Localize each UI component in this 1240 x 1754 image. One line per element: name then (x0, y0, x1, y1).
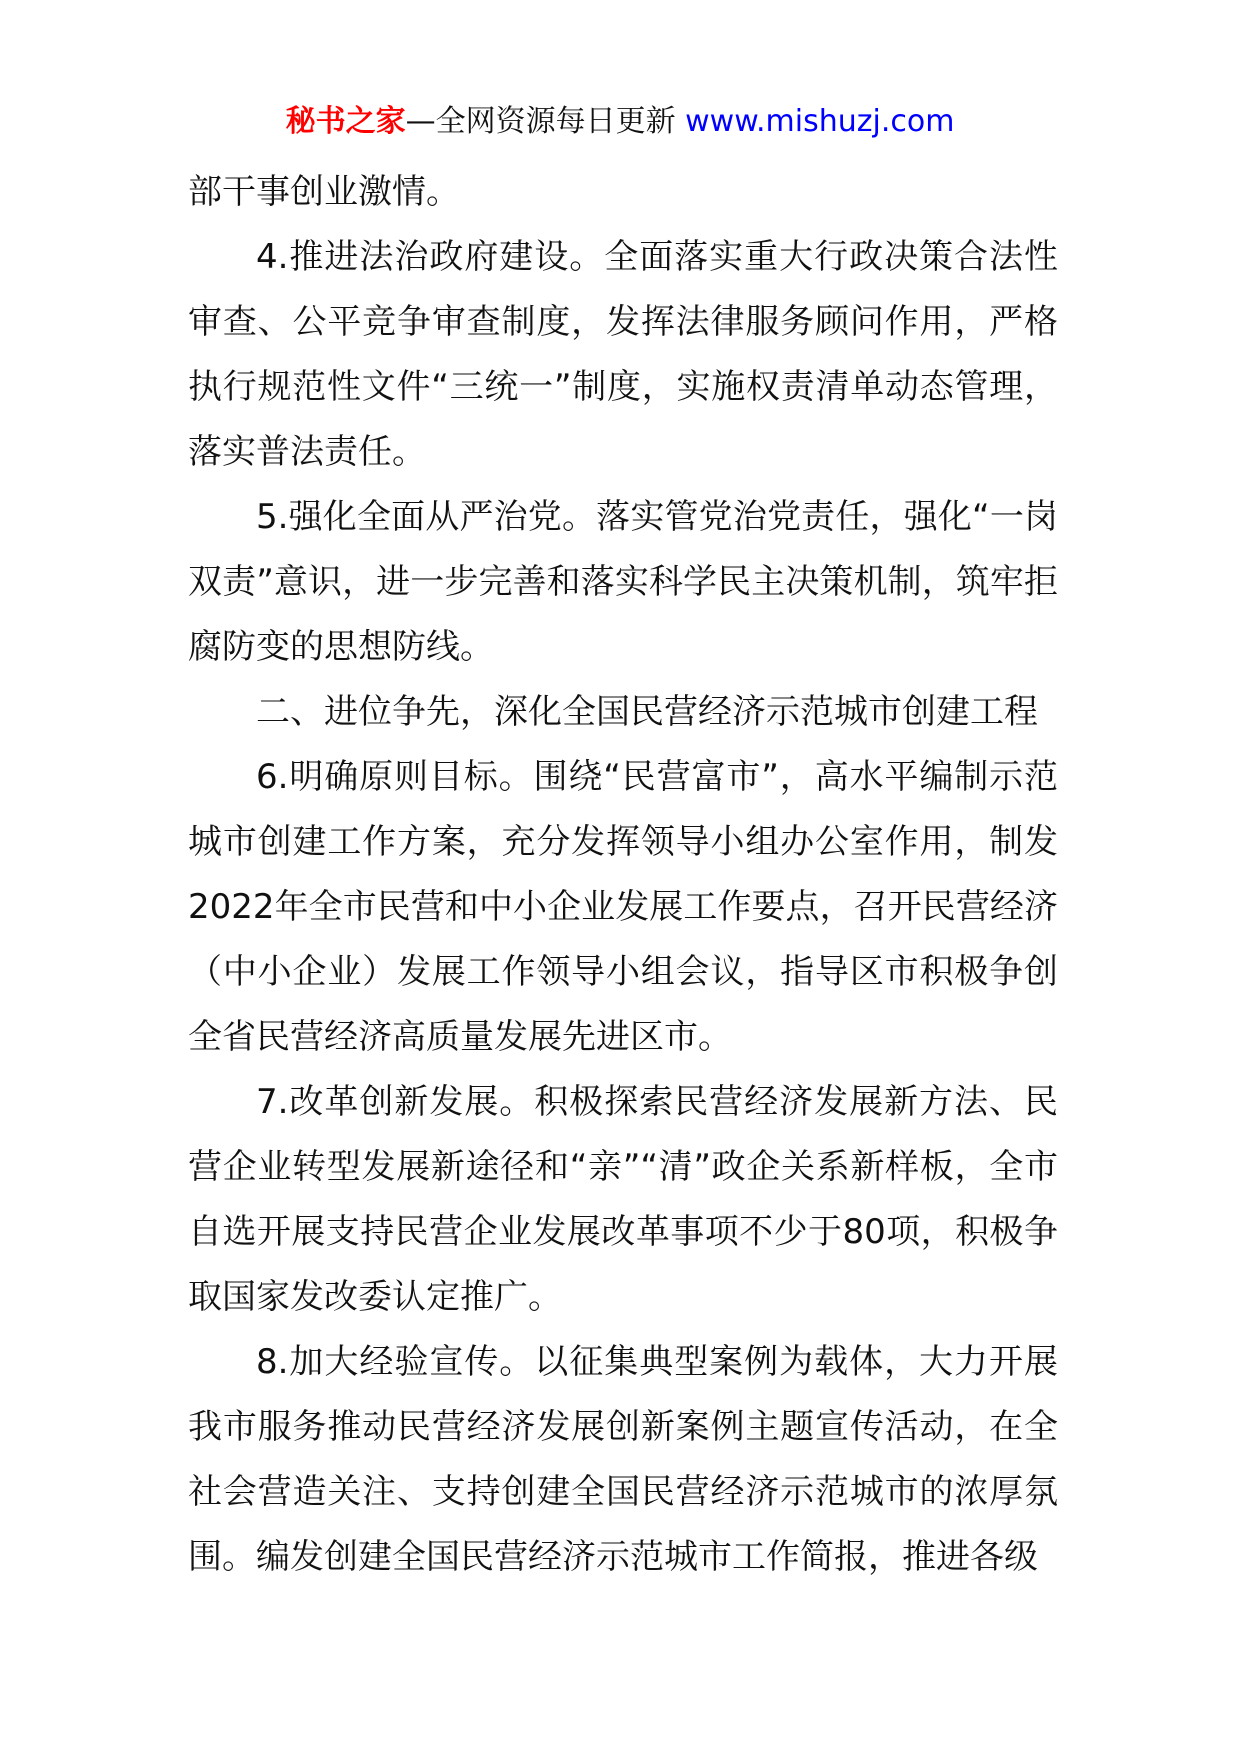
document-body (188, 160, 1058, 1590)
header-tagline: —全网资源每日更新 (405, 104, 676, 139)
paragraph-item-8: 8.加大经验宣传。以征集典型案例为载体，大力开展我市服务推动民营经济发展创新案例主题宣传活动，在全社会营造关注、支持创建全国民营经济示范城市的浓厚氛围。编发创建全国民营经济示范城市工作简报，推进各级 (188, 1342, 1058, 1577)
paragraph-item-4: 4.推进法治政府建设。全面落实重大行政决策合法性审查、公平竞争审查制度，发挥法律服务顾问作用，严格执行规范性文件“三统一”制度，实施权责清单动态管理，落实普法责任。 (188, 237, 1058, 472)
watermark-header (0, 100, 1240, 144)
brand-name: 秘书之家 (285, 104, 406, 139)
section-heading-2: 二、进位争先，深化全国民营经济示范城市创建工程 (256, 692, 1038, 732)
header-url[interactable]: www.mishuzj.com (685, 104, 955, 139)
paragraph-continuation: 部干事创业激情。 (188, 172, 460, 212)
paragraph-item-7: 7.改革创新发展。积极探索民营经济发展新方法、民营企业转型发展新途径和“亲”“清”政企关系新样板，全市自选开展支持民营企业发展改革事项不少于80项，积极争取国家发改委认定推广。 (188, 1082, 1058, 1317)
paragraph-item-6: 6.明确原则目标。围绕“民营富市”，高水平编制示范城市创建工作方案，充分发挥领导小组办公室作用，制发2022年全市民营和中小企业发展工作要点，召开民营经济（中小企业）发展工作领导小组会议，指导区市积极争创全省民营经济高质量发展先进区市。 (188, 757, 1058, 1057)
paragraph-item-5: 5.强化全面从严治党。落实管党治党责任，强化“一岗双责”意识，进一步完善和落实科学民主决策机制，筑牢拒腐防变的思想防线。 (188, 497, 1058, 667)
